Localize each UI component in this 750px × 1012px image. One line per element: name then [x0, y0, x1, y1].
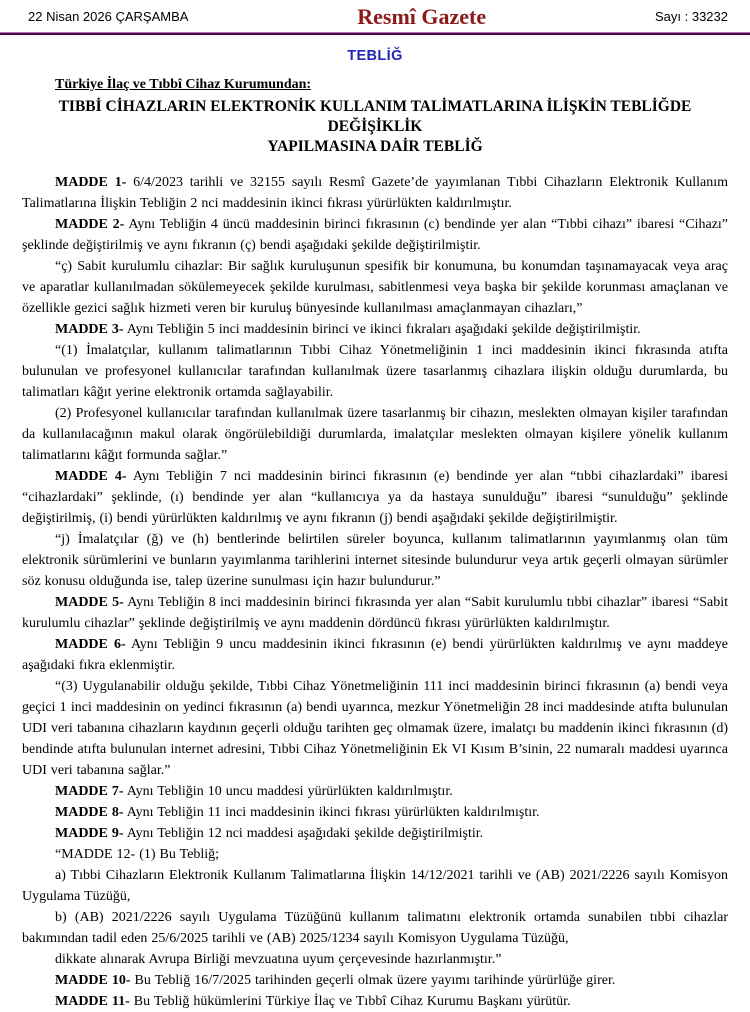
paragraph: MADDE 3- Aynı Tebliğin 5 inci maddesinin birinci ve ikinci fıkraları aşağıdaki şekilde değiştirilmiştir. — [55, 322, 641, 337]
paragraph: “ç) Sabit kurulumlu cihazlar: Bir sağlık kuruluşunun spesifik bir konumuna, bu konumdan taşınamayacak veya araç ve aparatlar kullanılmadan sökülemeyecek şekilde kurulması, sabitlenmesi veya başka bir şekilde korunması amaçlanan ve özellikle gezici sağlık hizmeti veren bir kuruluş bünyesinde kullanılması amaçlanmayan cihazları,” — [22, 259, 728, 316]
article-number-label: MADDE 1- — [55, 175, 127, 190]
paragraph: MADDE 9- Aynı Tebliğin 12 nci maddesi aşağıdaki şekilde değiştirilmiştir. — [55, 826, 484, 841]
article-number-label: MADDE 5- — [55, 595, 124, 610]
document-title — [26, 97, 724, 157]
paragraph: (2) Profesyonel kullanıcılar tarafından kullanılmak üzere tasarlanmış bir cihazın, meslekten olmayan kişiler tarafından da kullanılacağının makul olarak öngörülebildiği durumlarda, imalatçılar meslekten olmayan kişilere yönelik kullanım talimatlarını kâğıt formunda sağlar.” — [22, 406, 728, 463]
gazette-header — [0, 0, 750, 32]
header-divider-rule — [0, 32, 750, 35]
article-number-label: MADDE 3- — [55, 322, 124, 337]
paragraph: MADDE 4- Aynı Tebliğin 7 nci maddesinin birinci fıkrasının (e) bendinde yer alan “tıbbi cihazlardaki” ibaresi “cihazlardaki” şeklinde, (ı) bendinde yer alan “kullanıcıya ya da hastaya sunulduğu” ibaresi “sunulduğu” şeklinde değiştirilmiş, (i) bendi yürürlükten kaldırılmış ve aynı fıkranın (j) bendi aşağıdaki şekilde değiştirilmiştir. — [22, 469, 729, 526]
gazette-masthead: Resmî Gazete — [357, 4, 487, 29]
paragraph: MADDE 7- Aynı Tebliğin 10 uncu maddesi yürürlükten kaldırılmıştır. — [55, 784, 453, 799]
section-heading-teblig: TEBLİĞ — [347, 48, 403, 64]
article-number-label: MADDE 6- — [55, 637, 126, 652]
article-number-label: MADDE 2- — [55, 217, 125, 232]
paragraph: “MADDE 12- (1) Bu Tebliğ; — [55, 847, 220, 862]
paragraph: MADDE 2- Aynı Tebliğin 4 üncü maddesinin birinci fıkrasının (c) bendinde yer alan “Tıbbi cihazı” ibaresi “Cihazı” şeklinde değiştirilmiş ve aynı fıkranın (ç) bendi aşağıdaki şekilde değiştirilmiştir. — [22, 217, 729, 253]
paragraph: “j) İmalatçılar (ğ) ve (h) bentlerinde belirtilen süreler boyunca, kullanım talimatlarının yayımlanmış olan tüm elektronik sürümlerini ve bunların yayımlanma tarihlerini internet sitesinde bulundurur veya artık geçerli olmayan sürümler söz konusu olduğunda ise, talep üzerine sunulması için hazır bulundurur.” — [22, 532, 728, 589]
paragraph: “(3) Uygulanabilir olduğu şekilde, Tıbbi Cihaz Yönetmeliğinin 111 inci maddesinin birinci fıkrasının (a) bendi veya geçici 1 inci maddesinin on yedinci fıkrasının (a) bendi uyarınca, mezkur Yönetmeliğin 28 inci maddesinde atıfta bulunulan UDI veri tabanına cihazların kaydının geçerli olduğu tarihten geç olmamak üzere, imalatçı bu maddenin ikinci fıkrasının (d) bendinde atıfta bulunulan internet adresini, Tıbbi Cihaz Yönetmeliğinin Ek VI Kısım B’sinin, 22 numaralı maddesi uyarınca UDI veri tabanına sağlar.” — [22, 679, 728, 778]
paragraph: MADDE 10- Bu Tebliğ 16/7/2025 tarihinden geçerli olmak üzere yayımı tarihinde yürürlüğe girer. — [55, 973, 616, 988]
article-number-label: MADDE 9- — [55, 826, 124, 841]
paragraph: dikkate alınarak Avrupa Birliği mevzuatına uyum çerçevesinde hazırlanmıştır.” — [55, 952, 502, 967]
paragraph: “(1) İmalatçılar, kullanım talimatlarının Tıbbi Cihaz Yönetmeliğinin 1 inci maddesinin ikinci fıkrasında atıfta bulunulan ve profesyonel kullanıcılar tarafından kullanılmak üzere tasarlanmış cihazlara ilişkin olduğu durumlarda, bu talimatları kâğıt yerine elektronik ortamda sağlayabilir. — [22, 343, 728, 400]
paragraph: MADDE 1- 6/4/2023 tarihli ve 32155 sayılı Resmî Gazete’de yayımlanan Tıbbi Cihazların Elektronik Kullanım Talimatlarına İlişkin Tebliğin 2 nci maddesinin ikinci fıkrası yürürlükten kaldırılmıştır. — [22, 175, 728, 211]
document-title-line-2: YAPILMASINA DAİR TEBLİĞ — [267, 138, 483, 155]
paragraph: b) (AB) 2021/2226 sayılı Uygulama Tüzüğünü kullanım talimatını elektronik ortamda sunabilen tıbbi cihazlar bakımından tadil eden 25/6/2025 tarihli ve (AB) 2025/1234 sayılı Komisyon Uygulama Tüzüğü, — [22, 910, 728, 946]
paragraph: MADDE 11- Bu Tebliğ hükümlerini Türkiye İlaç ve Tıbbî Cihaz Kurumu Başkanı yürütür. — [55, 994, 571, 1009]
document-title-line-1: TIBBİ CİHAZLARIN ELEKTRONİK KULLANIM TALİMATLARINA İLİŞKİN TEBLİĞDE DEĞİŞİKLİK — [58, 98, 692, 135]
article-number-label: MADDE 10- — [55, 973, 131, 988]
paragraph: MADDE 8- Aynı Tebliğin 11 inci maddesinin ikinci fıkrası yürürlükten kaldırılmıştır. — [55, 805, 540, 820]
paragraph: a) Tıbbi Cihazların Elektronik Kullanım Talimatlarına İlişkin 14/12/2021 tarihli ve (AB) 2021/2226 sayılı Komisyon Uygulama Tüzüğü, — [22, 868, 728, 904]
article-paragraphs — [22, 172, 728, 1012]
article-number-label: MADDE 8- — [55, 805, 124, 820]
article-number-label: MADDE 4- — [55, 469, 127, 484]
article-number-label: MADDE 7- — [55, 784, 124, 799]
issuing-authority-text: Türkiye İlaç ve Tıbbî Cihaz Kurumundan: — [55, 77, 312, 92]
paragraph: MADDE 5- Aynı Tebliğin 8 inci maddesinin birinci fıkrasında yer alan “Sabit kurulumlu tıbbi cihazlar” ibaresi “Sabit kurulumlu cihazlar” şeklinde değiştirilmiş ve aynı maddenin dördüncü fıkrası yürürlükten kaldırılmıştır. — [22, 595, 728, 631]
gazette-issue-number: Sayı : 33232 — [655, 9, 728, 24]
article-number-label: MADDE 11- — [55, 994, 130, 1009]
gazette-date: 22 Nisan 2026 ÇARŞAMBA — [28, 9, 189, 24]
issuing-authority-line — [22, 75, 728, 94]
paragraph: MADDE 6- Aynı Tebliğin 9 uncu maddesinin ikinci fıkrasının (e) bendi yürürlükten kaldırılmış ve aynı maddeye aşağıdaki fıkra eklenmiştir. — [22, 637, 728, 673]
